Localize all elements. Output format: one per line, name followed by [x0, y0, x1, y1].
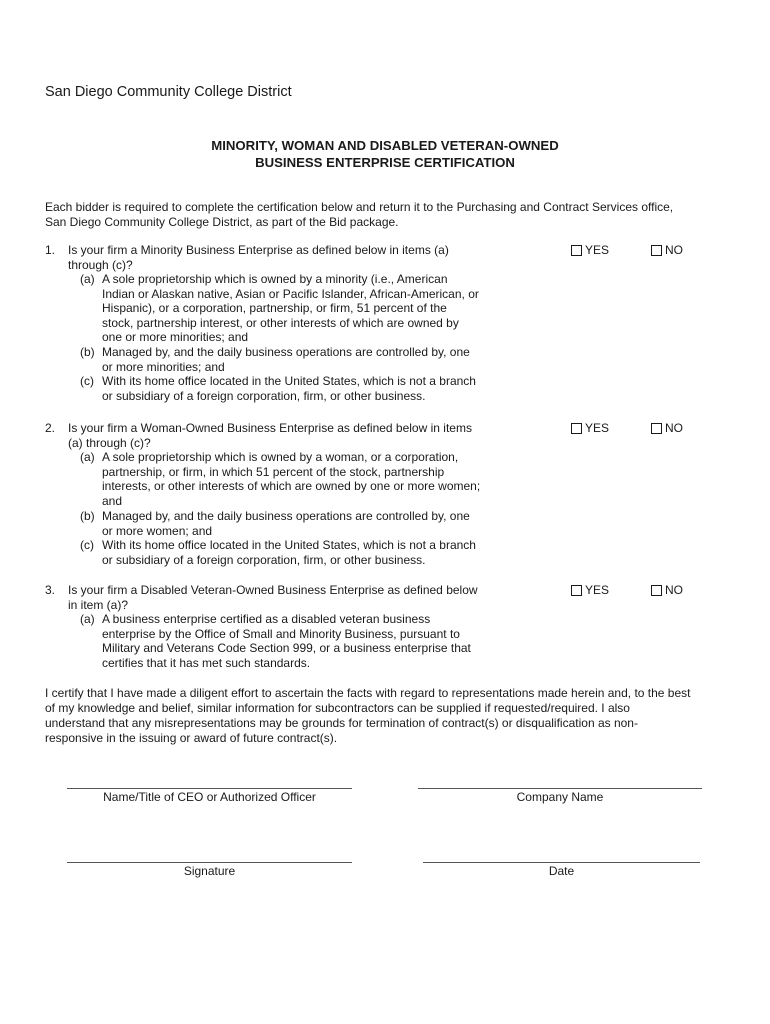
item-line: one or more minorities; and [102, 330, 249, 345]
checkbox-label: NO [665, 243, 683, 257]
item-label: (a) [80, 272, 95, 286]
question-text-line: Is your firm a Minority Business Enterprise as defined below in items (a) [68, 243, 449, 257]
item-text [102, 612, 512, 670]
question-number: 1. [45, 243, 56, 257]
checkbox-label: NO [665, 421, 683, 435]
item-line: With its home office located in the United States, which is not a branch [102, 374, 476, 388]
q3-yes-checkbox[interactable] [571, 583, 609, 597]
item-line: and [102, 493, 123, 508]
date-label: Date [548, 864, 575, 878]
item-line: A sole proprietorship which is owned by a woman, or a corporation, [102, 450, 459, 464]
item-text [102, 538, 512, 567]
item-line: Hispanic), or a corporation, partnership, or firm, 51 percent of the [102, 301, 447, 316]
district-name: San Diego Community College District [45, 84, 292, 100]
item-label: (a) [80, 612, 95, 626]
checkbox-square[interactable] [571, 423, 582, 434]
form-title-line-2: BUSINESS ENTERPRISE CERTIFICATION [255, 155, 515, 170]
question-text [68, 583, 508, 612]
question-text [68, 243, 508, 272]
item-line: A business enterprise certified as a disabled veteran business [102, 612, 431, 626]
checkbox-label: YES [585, 243, 610, 257]
certification-line: responsive in the issuing or award of future contract(s). [45, 731, 338, 745]
certification-line: of my knowledge and belief, similar information for subcontractors can be supplied if requested/required. I also [45, 701, 630, 715]
certification-line: I certify that I have made a diligent effort to ascertain the facts with regard to representations made herein and, to the best [45, 686, 691, 700]
item-line: interests, or other interests of which are owned by one or more women; [102, 479, 481, 494]
item-label: (c) [80, 538, 94, 552]
checkbox-square[interactable] [571, 245, 582, 256]
checkbox-square[interactable] [651, 585, 662, 596]
q2-yes-checkbox[interactable] [571, 421, 609, 435]
certification-paragraph [45, 686, 735, 746]
question-number: 3. [45, 583, 56, 597]
checkbox-square[interactable] [571, 585, 582, 596]
item-line: With its home office located in the United States, which is not a branch [102, 538, 476, 552]
signature-label: Signature [183, 864, 236, 878]
company-name-label: Company Name [516, 790, 604, 804]
question-text-line: in item (a)? [68, 597, 129, 612]
question-text-line: through (c)? [68, 257, 133, 272]
signature-line[interactable] [67, 862, 352, 863]
form-title-line-1: MINORITY, WOMAN AND DISABLED VETERAN-OWNED [211, 138, 559, 153]
item-text [102, 272, 512, 345]
q2-no-checkbox[interactable] [651, 421, 683, 435]
checkbox-label: NO [665, 583, 683, 597]
item-line: enterprise by the Office of Small and Minority Business, pursuant to [102, 626, 460, 641]
question-number: 2. [45, 421, 56, 435]
item-label: (a) [80, 450, 95, 464]
certification-line: understand that any misrepresentations may be grounds for termination of contract(s) or disqualification as non- [45, 716, 638, 730]
item-line: certifies that it has met such standards. [102, 655, 311, 670]
q1-no-checkbox[interactable] [651, 243, 683, 257]
name-title-label: Name/Title of CEO or Authorized Officer [103, 790, 316, 804]
name-title-line[interactable] [67, 788, 352, 789]
question-text-line: (a) through (c)? [68, 435, 151, 450]
question-text [68, 421, 508, 450]
checkbox-label: YES [585, 583, 610, 597]
question-text-line: Is your firm a Woman-Owned Business Enterprise as defined below in items [68, 421, 472, 435]
checkbox-label: YES [585, 421, 610, 435]
item-line: partnership, or firm, in which 51 percent of the stock, partnership [102, 464, 445, 479]
item-label: (b) [80, 345, 95, 359]
item-line: A sole proprietorship which is owned by a minority (i.e., American [102, 272, 448, 286]
item-label: (b) [80, 509, 95, 523]
item-line: or more minorities; and [102, 359, 225, 374]
item-line: or subsidiary of a foreign corporation, firm, or other business. [102, 388, 426, 403]
question-text-line: Is your firm a Disabled Veteran-Owned Business Enterprise as defined below [68, 583, 478, 597]
item-line: Indian or Alaskan native, Asian or Pacific Islander, African-American, or [102, 286, 479, 301]
intro-paragraph [45, 200, 735, 230]
item-text [102, 345, 512, 374]
item-text [102, 450, 512, 508]
item-line: Managed by, and the daily business operations are controlled by, one [102, 345, 470, 359]
q3-no-checkbox[interactable] [651, 583, 683, 597]
item-line: Military and Veterans Code Section 999, or a business enterprise that [102, 641, 471, 656]
q1-yes-checkbox[interactable] [571, 243, 609, 257]
intro-line: San Diego Community College District, as part of the Bid package. [45, 215, 399, 229]
item-text [102, 374, 512, 403]
item-label: (c) [80, 374, 94, 388]
item-line: or more women; and [102, 523, 213, 538]
item-line: stock, partnership interest, or other interests of which are owned by [102, 315, 459, 330]
company-name-line[interactable] [418, 788, 702, 789]
intro-line: Each bidder is required to complete the certification below and return it to the Purchasing and Contract Services office, [45, 200, 674, 214]
checkbox-square[interactable] [651, 423, 662, 434]
date-line[interactable] [423, 862, 700, 863]
item-text [102, 509, 512, 538]
item-line: or subsidiary of a foreign corporation, firm, or other business. [102, 552, 426, 567]
item-line: Managed by, and the daily business operations are controlled by, one [102, 509, 470, 523]
checkbox-square[interactable] [651, 245, 662, 256]
